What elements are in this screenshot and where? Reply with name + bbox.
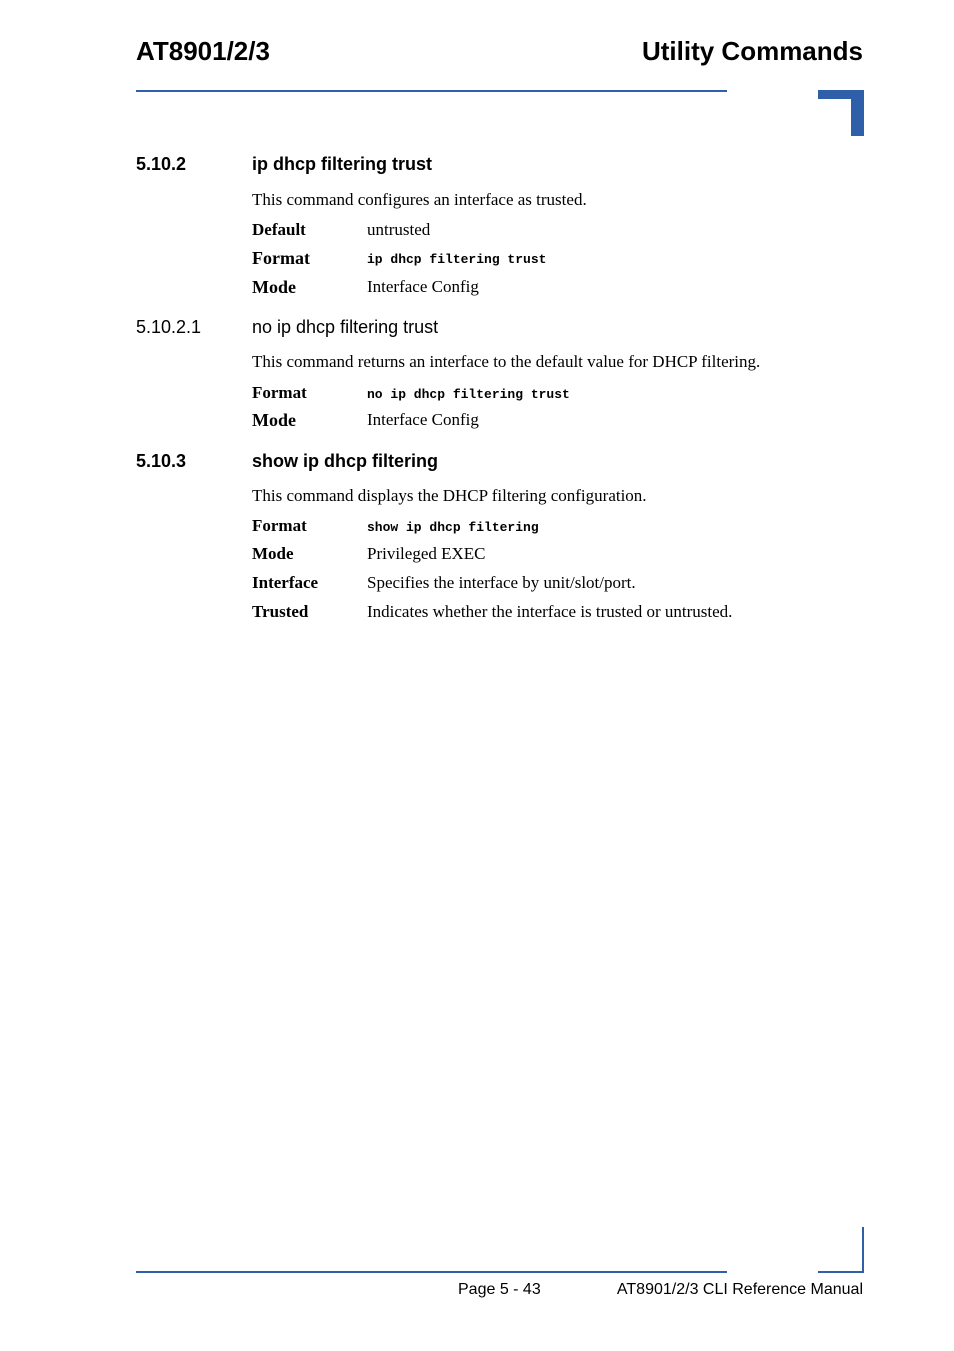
definition-label: Interface xyxy=(252,573,319,592)
footer-corner-mark xyxy=(818,1227,864,1273)
definition-value: Interface Config xyxy=(367,410,479,429)
manual-title: AT8901/2/3 CLI Reference Manual xyxy=(616,1281,863,1298)
section-title: no ip dhcp filtering trust xyxy=(252,317,439,337)
header-product: AT8901/2/3 xyxy=(136,36,270,66)
command-syntax: show ip dhcp filtering xyxy=(367,520,539,535)
definition-label: Mode xyxy=(252,277,296,297)
section-number: 5.10.2 xyxy=(136,154,187,174)
section-description: This command configures an interface as trusted. xyxy=(252,190,587,209)
section-description: This command displays the DHCP filtering configuration. xyxy=(252,486,647,505)
definition-label: Format xyxy=(252,516,307,535)
definition-value: Specifies the interface by unit/slot/port. xyxy=(367,573,636,592)
section-title: ip dhcp filtering trust xyxy=(252,154,432,174)
header-rule xyxy=(136,90,727,92)
definition-value: Privileged EXEC xyxy=(367,544,486,563)
definition-label: Default xyxy=(252,220,306,239)
definition-label: Mode xyxy=(252,410,296,430)
section-description: This command returns an interface to the default value for DHCP filtering. xyxy=(252,352,761,371)
header-corner-mark xyxy=(818,90,864,136)
section-title: show ip dhcp filtering xyxy=(252,451,438,471)
section-number: 5.10.3 xyxy=(136,451,187,471)
definition-label: Mode xyxy=(252,544,294,563)
definition-value: Indicates whether the interface is trusted or untrusted. xyxy=(367,602,733,621)
footer-rule xyxy=(136,1271,727,1273)
header-chapter: Utility Commands xyxy=(641,36,863,66)
definition-label: Format xyxy=(252,248,310,268)
page-number: Page 5 - 43 xyxy=(458,1281,541,1298)
definition-value: untrusted xyxy=(367,220,431,239)
definition-label: Format xyxy=(252,383,307,402)
command-syntax: ip dhcp filtering trust xyxy=(367,252,547,267)
command-syntax: no ip dhcp filtering trust xyxy=(367,387,570,402)
section-number: 5.10.2.1 xyxy=(136,317,202,337)
definition-label: Trusted xyxy=(252,602,309,621)
definition-value: Interface Config xyxy=(367,277,479,296)
